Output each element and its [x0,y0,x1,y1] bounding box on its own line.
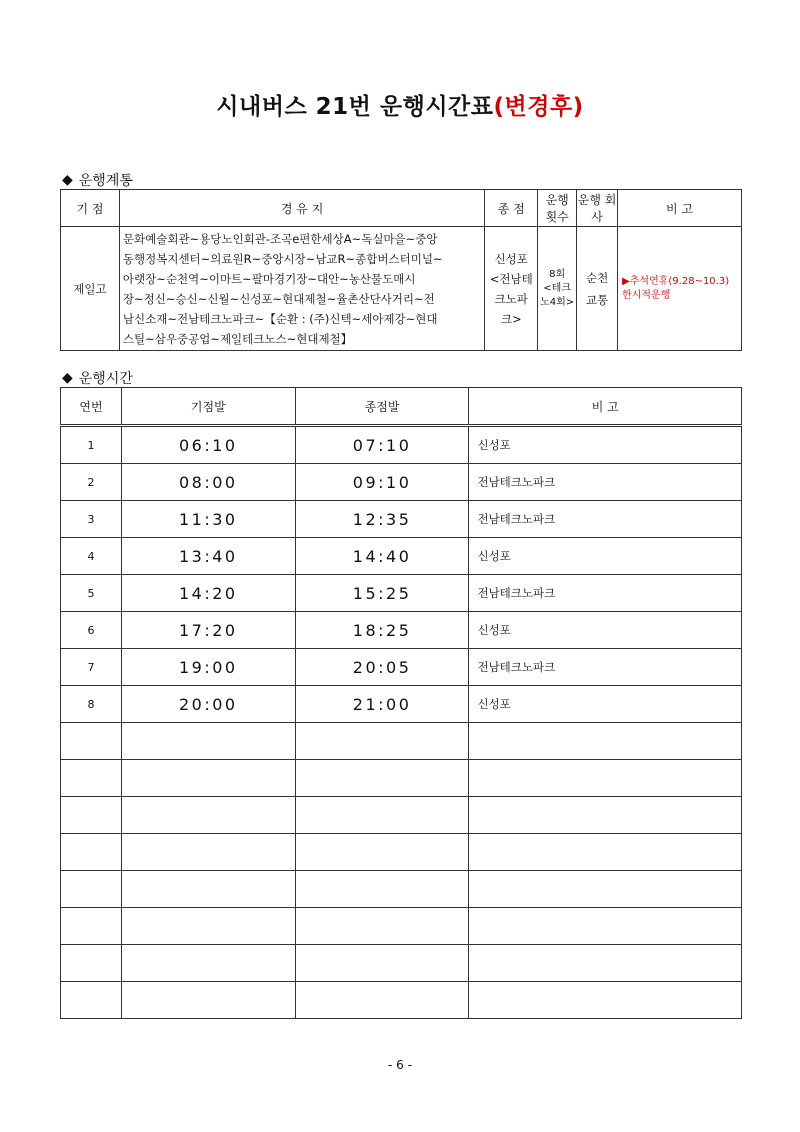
row-number: 4 [61,538,122,575]
runs-line: <테크 [543,282,571,294]
end-time: 12:35 [295,501,469,538]
header-depart-end: 종점발 [295,388,469,426]
diamond-bullet-icon: ◆ [62,370,73,386]
table-row [61,686,742,723]
header-remarks: 비 고 [618,190,742,227]
route-start: 제일고 [61,227,120,351]
end-time: 20:05 [295,649,469,686]
row-remark [469,982,742,1019]
end-time: 15:25 [295,575,469,612]
end-time: 21:00 [295,686,469,723]
end-time [295,982,469,1019]
runs-line: 노4회> [540,296,575,308]
company-line: 순천 [585,270,609,285]
start-time [121,797,295,834]
table-row [61,538,742,575]
route-heading-text: 운행계통 [78,173,133,189]
start-time [121,982,295,1019]
start-time [121,834,295,871]
route-company [577,227,618,351]
header-depart-start: 기점발 [121,388,295,426]
table-row [61,575,742,612]
row-remark: 신성포 [469,612,742,649]
row-number [61,834,122,871]
row-number [61,945,122,982]
end-line: <전남테 [489,271,533,286]
route-runs [538,227,577,351]
start-time: 20:00 [121,686,295,723]
row-number: 7 [61,649,122,686]
end-time [295,760,469,797]
title-highlight: (변경후) [493,94,584,120]
title-main: 시내버스 21번 운행시간표 [216,94,494,120]
route-table [60,189,742,351]
end-time [295,908,469,945]
end-time: 09:10 [295,464,469,501]
header-via: 경 유 지 [119,190,484,227]
table-row [61,426,742,464]
row-remark [469,908,742,945]
start-time [121,723,295,760]
route-row [61,227,742,351]
schedule-header-row [61,388,742,426]
page-title [0,88,800,121]
table-row [61,945,742,982]
table-row [61,464,742,501]
row-remark [469,723,742,760]
remarks-line: 한시적운행 [622,289,671,301]
row-remark: 전남테크노파크 [469,649,742,686]
end-time: 18:25 [295,612,469,649]
route-section-heading [62,170,133,190]
start-time [121,945,295,982]
row-number: 8 [61,686,122,723]
header-no: 연번 [61,388,122,426]
via-line: 아랫장~순천역~이마트~팔마경기장~대안~농산물도매시 [122,271,416,286]
row-number: 2 [61,464,122,501]
end-time [295,797,469,834]
row-remark: 신성포 [469,426,742,464]
via-line: 스틸~삼우중공업~제일테크노스~현대제철】 [122,331,353,346]
row-number: 3 [61,501,122,538]
table-row [61,871,742,908]
page-number: - 6 - [388,1058,412,1072]
table-row [61,723,742,760]
header-start: 기 점 [61,190,120,227]
schedule-table [60,387,742,1019]
end-time [295,834,469,871]
row-number: 5 [61,575,122,612]
start-time [121,871,295,908]
row-number [61,908,122,945]
table-row [61,982,742,1019]
start-time: 08:00 [121,464,295,501]
row-number [61,871,122,908]
row-remark [469,760,742,797]
header-schedule-remarks: 비 고 [469,388,742,426]
header-end: 종 점 [485,190,538,227]
route-via [119,227,484,351]
start-time: 19:00 [121,649,295,686]
row-remark: 신성포 [469,686,742,723]
end-line: 크노파 [494,291,528,306]
end-line: 신성포 [494,251,528,266]
row-number [61,797,122,834]
row-remark [469,834,742,871]
start-time: 17:20 [121,612,295,649]
route-end [485,227,538,351]
remarks-line: ▶추석연휴(9.28~10.3) [622,275,730,287]
row-remark: 신성포 [469,538,742,575]
row-number [61,723,122,760]
table-row [61,501,742,538]
via-line: 문화예술회관~용당노인회관-조곡e편한세상A~독실마을~중앙 [122,231,438,246]
start-time: 06:10 [121,426,295,464]
row-number: 6 [61,612,122,649]
table-row [61,834,742,871]
row-remark: 전남테크노파크 [469,501,742,538]
schedule-section-heading [62,368,133,388]
company-line: 교통 [585,292,609,307]
via-line: 장~정신~승신~신월~신성포~현대제철~율촌산단사거리~전 [122,291,435,306]
row-remark: 전남테크노파크 [469,464,742,501]
row-remark [469,871,742,908]
start-time [121,908,295,945]
start-time: 13:40 [121,538,295,575]
end-time: 14:40 [295,538,469,575]
start-time: 14:20 [121,575,295,612]
row-number [61,982,122,1019]
end-time [295,945,469,982]
start-time [121,760,295,797]
row-number [61,760,122,797]
via-line: 동행정복지센터~의료원R~중앙시장~남교R~종합버스터미널~ [122,251,443,266]
row-remark [469,945,742,982]
table-row [61,649,742,686]
table-row [61,612,742,649]
row-number: 1 [61,426,122,464]
end-line: 크> [500,311,522,326]
end-time: 07:10 [295,426,469,464]
table-row [61,760,742,797]
route-header-row [61,190,742,227]
table-row [61,797,742,834]
row-remark [469,797,742,834]
header-company: 운행 회사 [577,190,618,227]
route-remarks [618,227,742,351]
via-line: 남신소재~전남테크노파크~【순환 : (주)신텍~세아제강~현대 [122,311,438,326]
runs-line: 8회 [549,268,566,280]
header-runs: 운행 횟수 [538,190,577,227]
end-time [295,871,469,908]
schedule-heading-text: 운행시간 [78,371,133,387]
diamond-bullet-icon: ◆ [62,172,73,188]
end-time [295,723,469,760]
row-remark: 전남테크노파크 [469,575,742,612]
start-time: 11:30 [121,501,295,538]
table-row [61,908,742,945]
schedule-body [61,426,742,1019]
